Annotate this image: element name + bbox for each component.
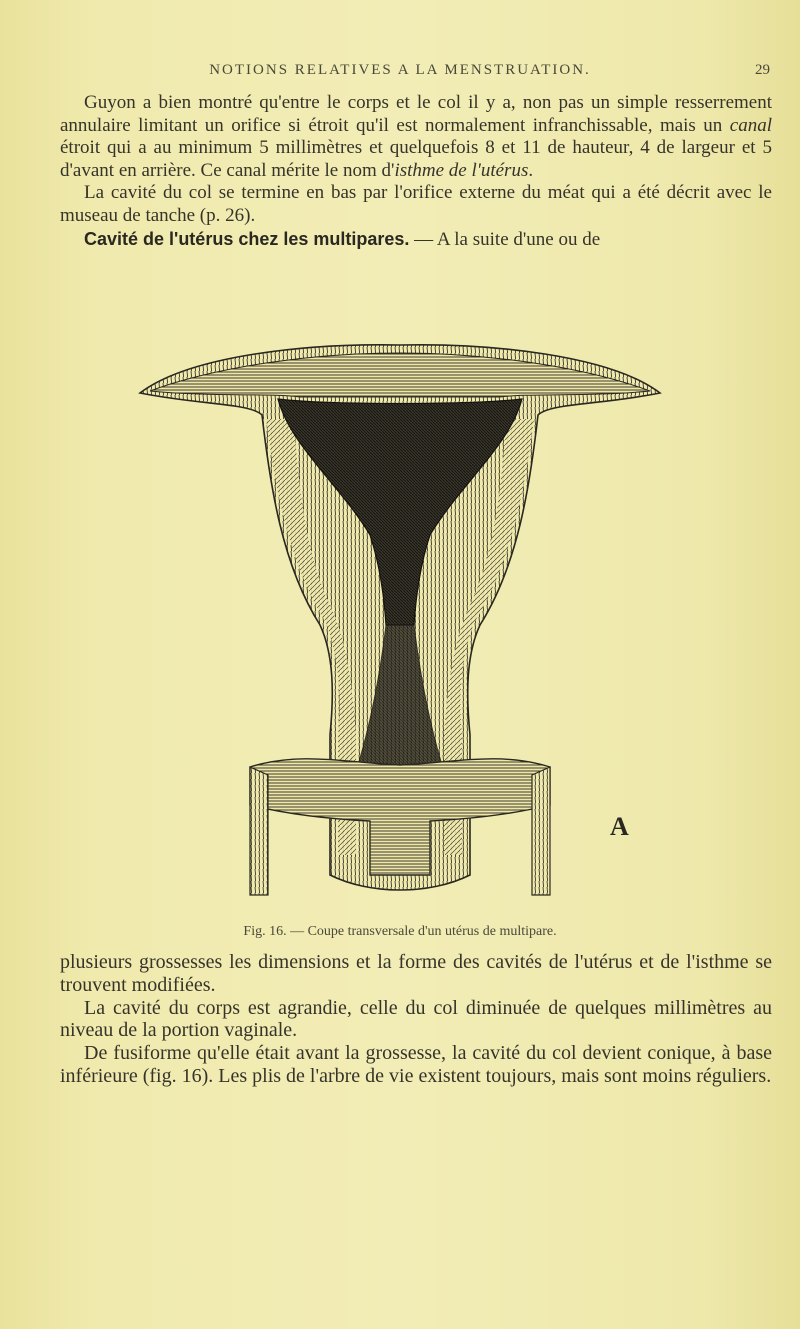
right-vaginal-wall [532, 767, 550, 895]
upper-text [60, 92, 772, 251]
paragraph-fusiforme: De fusiforme qu'elle était avant la grossesse, la cavité du col devient conique, à base inférieure (fig. 16). Les plis de l'arbre de vie existent toujours, mais sont moins réguliers. [60, 1042, 772, 1087]
paragraph-dimensions: plusieurs grossesses les dimensions et la forme des cavités de l'utérus et de l'isthme se trouvent modifiées. [60, 951, 772, 996]
portio-vaginalis [250, 759, 550, 875]
paragraph-cavite-corps: La cavité du corps est agrandie, celle du col diminuée de quelques millimètres au niveau de la portion vaginale. [60, 996, 772, 1042]
figure-uterus-section [130, 335, 670, 915]
figure-caption: Fig. 16. — Coupe transversale d'un utérus de multipare. [243, 924, 557, 939]
paragraph-text: — A la suite d'une ou de [409, 228, 601, 250]
paragraph-isthme [60, 92, 772, 182]
paragraph-text: étroit qui a au minimum 5 millimètres et quelquefois 8 et 11 de hauteur, 4 de largeur et 5 d'avant en arrière. Ce canal mérite le nom d' [60, 137, 772, 181]
running-head [60, 62, 770, 86]
paragraph-multipares [60, 228, 772, 252]
running-head-title: NOTIONS RELATIVES A LA MENSTRUATION. [209, 62, 591, 78]
italic-term-canal: canal [729, 114, 772, 136]
left-vaginal-wall [250, 767, 268, 895]
paragraph-text: Guyon a bien montré qu'entre le corps et le col il y a, non pas un simple resserrement annulaire limitant un orifice si étroit qu'il est normalement infranchissable, mais un [60, 92, 772, 136]
paragraph-cavite-col: La cavité du col se termine en bas par l'orifice externe du méat qui a été décrit avec le museau de tanche (p. 26). [60, 182, 772, 226]
page-number: 29 [755, 62, 770, 78]
lower-text [60, 951, 772, 1088]
section-heading: Cavité de l'utérus chez les multipares. [84, 228, 410, 249]
italic-term-isthme: isthme de l'utérus [394, 159, 529, 181]
engraver-monogram: A [610, 812, 629, 841]
paragraph-text: . [528, 159, 534, 181]
